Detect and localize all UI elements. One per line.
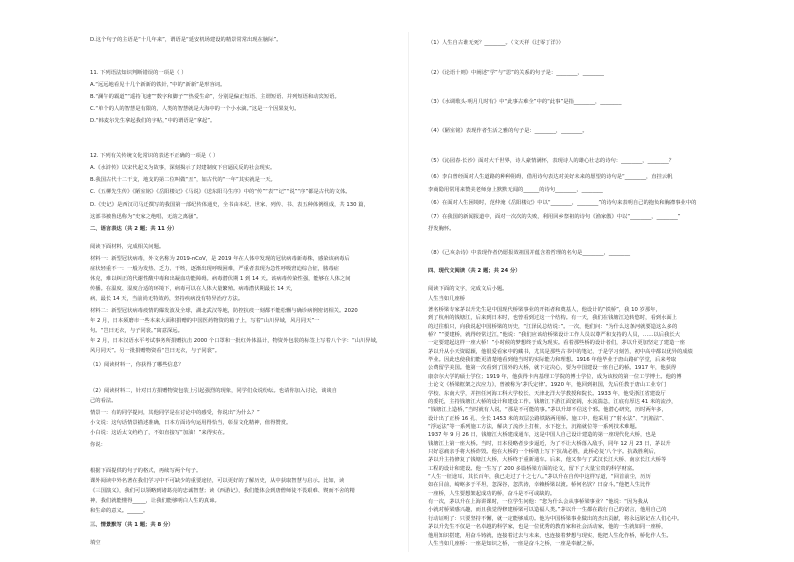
- q12-option-d-cont: 这部书被鲁迅称为“史家之绝唱，无韵之离骚”。: [90, 214, 202, 220]
- passage-line: 只好忍痛亲手将大桥炸毁。他在大桥的一个桥墩上写下‘抗战必胜，此桥必复’八个字。抗战胜利后，: [428, 448, 660, 455]
- passage-line: 1937 年 9 月 26 日，钱塘江大桥建成通车，这是中国人自己设计建造的第一座现代化大桥，也是: [428, 432, 656, 439]
- dialogue-xiaowen: 小文说：这句话情景描述准确，日本方面诗句运用得恰当，彰显文化精神，值得赞赏。: [90, 420, 292, 426]
- passage-intro: 阅读下面的文字，完成文后小题。: [428, 286, 508, 292]
- passage-line: 小就对桥梁感兴趣，而且我觉得修建桥梁可以造福人类。”茅以升一生都在践行自己的诺言，他用自己的: [428, 507, 667, 514]
- q12-option-d: D.《史记》是西汉司马迁撰写的我国第一部纪传体通史，全书由本纪、世家、列传、书、表五种体例组成，共 130 篇，: [90, 202, 369, 208]
- dialogue-xiaobai: 小白说：这话太文绉绉了，不如直接写“加油！”来得实在。: [90, 430, 228, 436]
- recite-item-4: （4）《陋室铭》表现作者生活之雅的句子是：________，________。: [428, 128, 588, 134]
- question-3: 根据下面提供的句子的格式，再续写两个句子。: [90, 468, 202, 474]
- question-2: （2）阅读材料二，针对日方捐赠物资包装上引起强烈的现象，同学们众说纷纭。也请你加入讨论，谈谈自: [90, 388, 338, 394]
- passage-line: 毕业。因此也使我们能更清楚地看到他当时的实际能力和理想。1916 年他毕业于唐山路矿学堂，后来考取: [428, 357, 677, 364]
- q12-option-b: B.我国古代十二干支，地支的第二位叫做“丑”，如古代的“一年”其实就是一天。: [90, 177, 276, 183]
- material-2-line: 风月同天”。另一批捐赠物资看“岂曰无衣，与子同裳”。: [90, 348, 221, 354]
- passage-line: 一定要建起这样一座大桥！”小时候的梦想终于成为现实。看着那些桥的设计者们，茅以升更加坚定了建造一座: [428, 340, 685, 347]
- passage-line: 他用知识搭建，用奋斗铸就，连接着过去与未来，也连接着梦想与现实，他把人生化作桥，桥化作人生。: [428, 532, 672, 539]
- q11-option-d: D.“韩麦尔先生拿起我们的字帖，”中的谓语是“拿起”。: [90, 118, 216, 124]
- section-2-heading: 二、语言表达（共 2 题；共 11 分）: [90, 226, 178, 232]
- fill-in-label: 填空: [90, 540, 101, 546]
- passage-line: 有一次，茅以升在上海讲课时，一位学生问他：“您为什么会从事桥梁事业？”他说：“因为我从: [428, 499, 649, 505]
- material-2-line: 句。“岂曰无衣，与子同裳。”寓意深远。: [90, 328, 183, 334]
- material-1-line: 材料一：新型冠状病毒，外文名称为 2019-nCoV，是 2019 年在人体中发现的冠状病毒新毒株，感染该病毒后: [90, 256, 350, 262]
- material-2-line: 年 2 月，日本须磨市一些本来大面积捐赠的中国医药物资的箱子上，写着“山川异域，风月同天”一: [90, 318, 320, 324]
- recite-item-5: （5）《沁园春·长沙》面对大千世界，诗人豪情满怀，表现诗人的雄心壮志的诗句：________，________？: [428, 158, 675, 164]
- recite-item-7: （7）在我国的新闻报道中，面对一次次的失败，利用回乡祭祖的诗句《渔家傲》中以“________，________”: [428, 214, 681, 220]
- recite-item-3: （3）《水调歌头·明月几时有》中“此事古难全”中的“此事”是指________，________: [428, 99, 622, 105]
- passage-line: 行动证明了：只要坚持不懈，就一定能够成功。他为中国桥梁事业做出的杰出贡献，将永远铭记在人们心中。: [428, 515, 683, 522]
- recite-item-6-cont: （6）在面对人生困境时，范仲淹《岳阳楼记》中以“________，________”的诗句来表明自己的抱负和胸襟事业中的: [428, 200, 697, 206]
- passage-line: 到了杭州的钱塘江，后来到日本时，也曾看到过这一个结构。有一天，我们在钱塘江边转悠时，看到水面上: [428, 315, 677, 322]
- passage-line: 如在目前，崎岖多于平坦，忽深谷，忽洪涛，幸赖桥梁以渡。桥何名欤？曰奋斗。”他把人生比作: [428, 482, 651, 489]
- passage-line: 人生当如几座桥：一座是知识之桥，一座是奋斗之桥，一座是奉献之桥。: [428, 540, 598, 547]
- q12-stem: 12. 下列有关传统文化常识的表述不正确的一项是（ ）: [90, 153, 219, 159]
- q10-option-d: D.这个句子的主语是“十几年来”，谓语是“延安机场建设的精景常常出现在脑际”。: [90, 37, 282, 43]
- column-divider: [408, 32, 409, 552]
- passage-line: 设计出了正桥 16 孔、全长 1453 米的双层公路铁路两用桥。施工中，他采用了“射水法”、“沉箱法”、: [428, 415, 668, 422]
- material-1-line: 休克，难以纠正的代谢性酸中毒和出凝血功能障碍。病毒潜伏期 1 到 14 天。该病毒传染性强，能够在人体之间: [90, 276, 351, 282]
- q11-option-a: A.“远远地看见十几个新新的铁针，”中的“新新”是形容词。: [90, 82, 226, 88]
- recite-item-1: （1）人生自古谁无死？________。（文天祥《过零丁洋》）: [428, 40, 564, 46]
- recite-item-6: 李商隐用常用来赞美老师身上默默无闻的______的诗句________，________: [428, 187, 603, 193]
- material-2-line: 材料二：新型冠状病毒疫情的爆发波及全球，湖北武汉等地，防控抗疫一刻都不能松懈与确诊病例密切相关。2020: [90, 308, 358, 314]
- passage-line: 学校、东南大学，并担任河海工科大学校长、天津北洋大学教授和院长。1933 年，他受浙江省建设厅: [428, 390, 666, 397]
- q11-option-c: C.“单个的人的智慧是有限的，人类的智慧就是大海中的一个小水滴。”这是一个因果复句。: [90, 106, 300, 112]
- passage-line: 著名桥梁专家茅以升先生是中国现代桥梁事业的开拓者和奠基人，他设计的“铁桥”，我 10 岁那年，: [428, 307, 661, 313]
- material-1-line: 传播。在温度、湿度合适的环境下，病毒可以在人体大量繁殖。病毒潜伏期最长 14 天，: [90, 286, 297, 292]
- passage-line: 的委托，主持钱塘江大桥的设计和建设工作。钱塘江下游江面宽阔，水流湍急，江底有厚达 41 米的流沙，: [428, 398, 677, 405]
- question-1: （1）阅读材料一，你获得了哪些信息？: [90, 362, 184, 368]
- recite-item-5-cont: （6）李白曾经面对人生道路的种种阻碍，借用诗句表达对美好未来的愿望的诗句是“________，直挂云帆: [428, 174, 673, 180]
- passage-line: 茅以升先生不仅是一名卓越的科学家，也是一位优秀的教育家和社会活动家，他的一生就如同一座桥，: [428, 524, 667, 531]
- q11-stem: 11. 下列语法知识判断错误的一项是（ ）: [90, 70, 187, 76]
- passage-line: 一座桥，人生要想架起成功的桥，奋斗是不可或缺的。: [428, 490, 556, 497]
- you-say-prompt: 你说：: [90, 442, 106, 448]
- q12-option-a: A.《水浒传》以宋代起义为故事，深刻揭示了封建制度下官逼民反的社会现实。: [90, 165, 276, 171]
- passage-line: 桥？”“要建桥，就得经常过江，”他说：“我们应该给桥梁设计工作人员以尊严和支持的人员，……以后我长大: [428, 332, 680, 339]
- question-3-line: 课外阅读中外名著在我们学习中不可缺少的重要途径，可以更好的了解历史，从中获取智慧与启示。比如，读: [90, 478, 345, 484]
- passage-line: 茅以升从小天资聪颖，他很爱看家中的藏书，尤其是那些古书中的笔记，于是学习刻苦，初中高中都以优异的成绩: [428, 348, 693, 355]
- reading-intro: 阅读下面材料，完成相关问题。: [90, 244, 165, 250]
- question-2-cont: 己的看法。: [90, 398, 117, 404]
- passage-line: 茅以升主持修复了钱塘江大桥，大桥终于重新通车。后来，他又参与了武汉长江大桥、南京长江大桥等: [428, 457, 667, 464]
- recite-item-8: （8）《己亥杂诗》中表现作者仍愿报效祖国并蕴含着哲理的名句是________，________: [428, 250, 631, 256]
- material-2-line: 年 2 月，日本汉语水平考试事务所捐赠抗击 2000 个口罩和一批红外体温计，物资外包装的标签上写着八个字：“山川异域，: [90, 338, 382, 344]
- passage-line: “钱塘江上造桥，”当时就有人说，“那是不可能的事。”茅以升却不信这个邪。他潜心研究，历时两年多，: [428, 407, 667, 414]
- passage-line: 康奈尔大学的硕士学位；1919 年，他获得卡内基理工学院的博士学位，成为该校的第一位工学博士。他的博: [428, 373, 682, 380]
- passage-title: 人生当如几座桥: [428, 296, 466, 302]
- question-3-line: 神，我们就能懂得_____，让我们能够明白人生的真谛。: [90, 498, 220, 504]
- passage-line: “浮运法”等一系列施工方法，解决了流沙上打桩，水下挖土，沉箱就位等一系列技术难题。: [428, 423, 641, 430]
- question-3-line: 和生命的意义。______。: [90, 508, 149, 514]
- passage-line: “人生一征途耳，其长百年，我已走过了十之七八。”茅以升在自传中这样写道，“回首前尘，历历: [428, 474, 651, 480]
- passage-line: 公费留学美国。他第一次看到了国外的大桥，就下定决心，要为中国建设一座自己的桥。1917 年，他获得: [428, 365, 677, 372]
- recite-item-7-cont: 抒发胸怀。: [428, 226, 455, 232]
- passage-line: 的过往船只，向我说起中国桥梁的历史，“江泽民总结说：”。一次，他们问：“为什么这条河就要造这么多的: [428, 323, 678, 330]
- passage-line: 钱塘江上第一座大桥。当时，日本侵略者步步逼近，为了不让大桥落入敌手，同年 12 月 23 日，茅以升: [428, 440, 671, 447]
- passage-line: 工程的设计和建设。他一生写了 200 多篇桥梁方面的论文，留下了大量宝贵的科学财富。: [428, 465, 638, 472]
- material-1-line: 病，最长 14 天，当前尚无特效药，坚持疾病没有特异治疗方法。: [90, 296, 244, 302]
- section-3-heading: 三、情景默写（共 1 题；共 8 分）: [90, 522, 174, 528]
- q12-option-c: C.《五柳先生传》《陋室铭》《岳阳楼记》《马说》《送东阳马生序》中的“传”“表”“记”“说”“序”都是古代的文体。: [90, 189, 351, 195]
- dialogue-intro: 情景一：有的同学提问，其他同学是在讨论中的感受，你说出“为什么？”: [90, 410, 260, 416]
- question-3-line: 《三国演义》，我们可以领略到诸葛亮的忠诚智慧；读《西游记》，我们能体会到唐僧师徒不畏艰难、锲而不舍的精: [90, 488, 355, 494]
- section-4-heading: 四、现代文阅读（共 2 题；共 24 分）: [428, 268, 521, 274]
- material-1-line: 症状轻重不一：一般为发热、乏力、干咳，逐渐出现呼吸困难，严重者表现为急性呼吸窘迫综合征，脓毒症: [90, 266, 339, 272]
- recite-item-2: （2）《论语十则》中阐述“学”与“思”的关系的句子是：________，________: [428, 70, 604, 76]
- q11-option-b: B.“澜午的霸道”“遥持飞速”“数字和脚子”“热爱生命”，分别是偏正短语、主谓短语、并列短语和动宾短语。: [90, 94, 340, 100]
- passage-line: 士论文《桥梁框架之次应力》，曾被称为‘茅氏定律’。1920 年，他回到祖国，先后任教于唐山工业专门: [428, 382, 667, 389]
